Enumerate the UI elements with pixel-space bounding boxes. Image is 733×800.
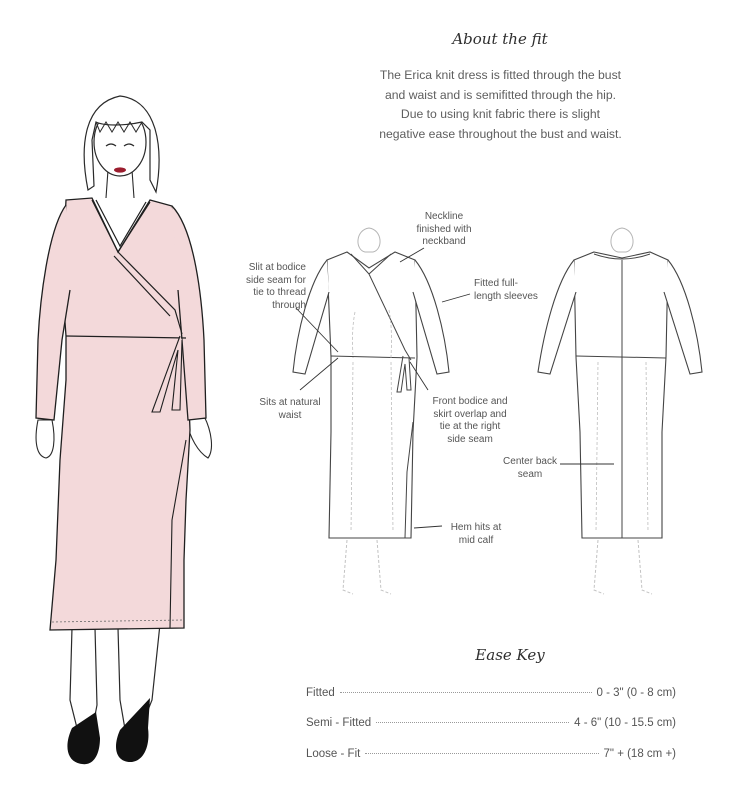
ease-key-title: Ease Key xyxy=(475,646,545,664)
leader-dots xyxy=(365,753,598,754)
back-form-legs xyxy=(594,540,652,594)
ease-row-semi-fitted xyxy=(306,717,676,733)
callout-hem: Hem hits at mid calf xyxy=(450,522,502,546)
ease-label: Semi - Fitted xyxy=(306,717,372,729)
callout-overlap: Front bodice and skirt overlap and tie at the right side seam xyxy=(432,396,508,445)
back-dress xyxy=(574,252,668,538)
ease-row-loose-fit xyxy=(306,748,676,764)
callout-sleeves: Fitted full-length sleeves xyxy=(474,278,538,302)
about-fit-description: The Erica knit dress is fitted through the bust and waist and is semifitted through the hip. Due to using knit fabric there is slight negative ease throughout the bust and waist. xyxy=(379,68,622,141)
ease-value: 7" + (18 cm +) xyxy=(603,748,676,760)
model-lips xyxy=(114,167,126,172)
leader-dots xyxy=(376,722,569,723)
callout-center-back: Center back seam xyxy=(503,456,557,480)
back-flat-sketch xyxy=(530,222,710,612)
dress-form-legs xyxy=(343,540,391,594)
front-dress xyxy=(327,252,417,538)
ease-label: Loose - Fit xyxy=(306,748,361,760)
ease-value: 0 - 3" (0 - 8 cm) xyxy=(596,687,676,699)
about-fit-title: About the fit xyxy=(452,30,548,48)
ease-label: Fitted xyxy=(306,687,335,699)
ease-row-fitted xyxy=(306,687,676,703)
left-hand xyxy=(36,420,54,458)
dress-form-head xyxy=(358,228,380,252)
callout-neckline: Neckline finished with neckband xyxy=(416,211,472,247)
leader-dots xyxy=(340,692,592,693)
ease-value: 4 - 6" (10 - 15.5 cm) xyxy=(574,717,676,729)
model-illustration xyxy=(0,0,240,800)
callout-slit: Slit at bodice side seam for tie to thread through xyxy=(245,262,306,311)
back-form-head xyxy=(611,228,633,252)
left-shoe xyxy=(67,712,100,764)
callout-waist: Sits at natural waist xyxy=(259,397,321,421)
